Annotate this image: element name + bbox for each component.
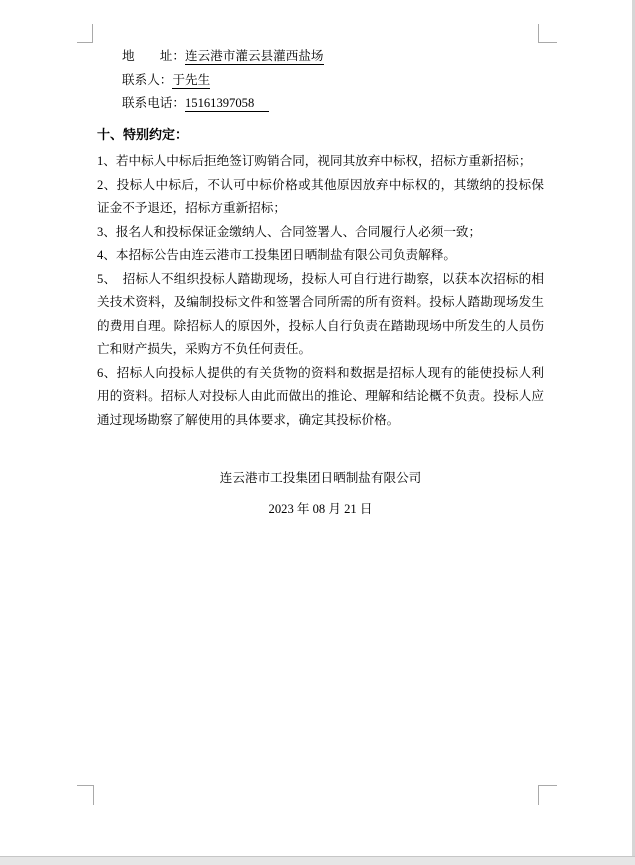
- address-value: 连云港市灌云县灌西盐场: [184, 49, 324, 63]
- address-line: [122, 45, 544, 69]
- contact-person-line: [122, 69, 544, 93]
- phone-label: 联系电话：: [122, 96, 185, 110]
- contact-person-value: 于先生: [172, 72, 211, 87]
- section-heading: 十、特别约定：: [97, 126, 189, 142]
- text-boundary-mark-bottom-left: [77, 785, 94, 805]
- page-bottom-edge: [0, 856, 635, 865]
- clause-2: 2、投标人中标后，不认可中标价格或其他原因放弃中标权的，其缴纳的投标保证金不予退还，招标方重新招标；: [97, 177, 544, 215]
- text-boundary-mark-bottom-right: [538, 785, 557, 805]
- address-label: 地 址：: [122, 49, 185, 63]
- phone-line: [122, 92, 544, 116]
- signature-company: 连云港市工投集团日晒制盐有限公司: [219, 471, 422, 485]
- phone-value: 15161397058: [185, 96, 269, 112]
- signature-date: 2023 年 08 月 21 日: [268, 501, 373, 516]
- clause-1: 1、若中标人中标后拒绝签订购销合同，视同其放弃中标权，招标方重新招标；: [97, 154, 532, 168]
- contact-block: [97, 45, 544, 116]
- contact-person-label: 联系人：: [122, 72, 173, 87]
- document-content: [97, 45, 544, 521]
- clause-5: 5、 招标人不组织投标人踏勘现场，投标人可自行进行勘察，以获本次招标的相关技术资料，及编制投标文件和签署合同所需的所有资料。投标人踏勘现场发生的费用自理。除招标人的原因外，投标人自行负责在踏勘现场中所发生的人员伤亡和财产损失，采购方不负任何责任。: [97, 271, 544, 356]
- text-boundary-mark-top-left: [77, 24, 93, 43]
- clause-4: 4、本招标公告由连云港市工投集团日晒制盐有限公司负责解释。: [97, 248, 456, 262]
- clause-3: 3、报名人和投标保证金缴纳人、合同签署人、合同履行人必须一致；: [97, 224, 482, 239]
- clause-6: 6、招标人向投标人提供的有关货物的资料和数据是招标人现有的能使投标人利用的资料。招标人对投标人由此而做出的推论、理解和结论概不负责。投标人应通过现场勘察了解使用的具体要求，确定其投标价格。: [97, 365, 544, 427]
- text-boundary-mark-top-right: [538, 24, 557, 43]
